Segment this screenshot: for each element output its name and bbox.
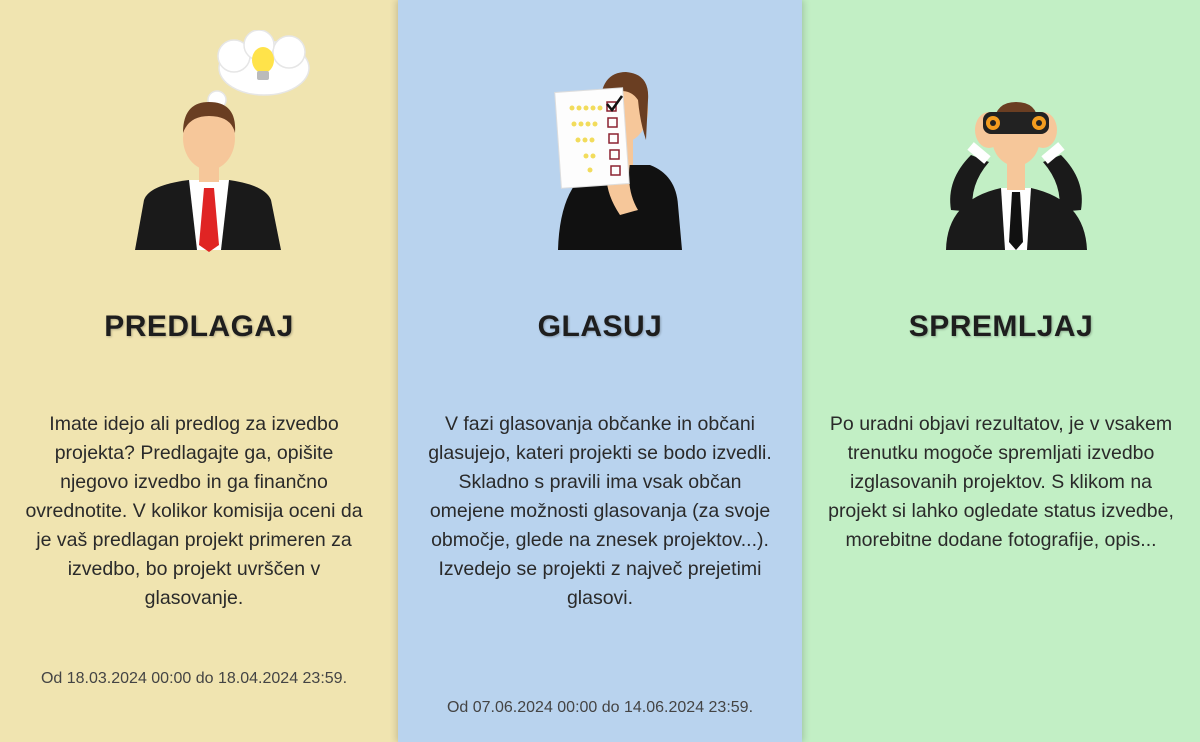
- step-description: V fazi glasovanja občanke in občani glasujejo, kateri projekti se bodo izvedli. Skladno s pravili ima vsak občan omejene možnosti glasovanja (za svoje območje, glede na znesek projektov...). Izvedejo se projekti z največ prejetimi glasovi.: [428, 413, 772, 609]
- step-title: GLASUJ: [537, 310, 663, 343]
- step-dates: Od 07.06.2024 00:00 do 14.06.2024 23:59.: [446, 699, 754, 716]
- step-title: PREDLAGAJ: [104, 310, 294, 343]
- step-vote[interactable]: [398, 0, 802, 742]
- person-binoculars-icon: [802, 30, 1200, 255]
- step-title: SPREMLJAJ: [908, 310, 1094, 343]
- step-dates: Od 18.03.2024 00:00 do 18.04.2024 23:59.: [40, 670, 348, 687]
- step-description: Imate idejo ali predlog za izvedbo projekta? Predlagajte ga, opišite njegovo izvedbo in ga finančno ovrednotite. V kolikor komisija oceni da je vaš predlagan projekt primeren za izvedbo, bo projekt uvrščen v glasovanje.: [25, 413, 363, 609]
- step-follow[interactable]: [802, 0, 1200, 742]
- step-propose[interactable]: [0, 0, 398, 742]
- person-idea-icon: [0, 30, 398, 255]
- step-description: Po uradni objavi rezultatov, je v vsakem trenutku mogoče spremljati izvedbo izglasovanih projektov. S klikom na projekt si lahko ogledate status izvedbe, morebitne dodane fotografije, opis...: [828, 413, 1174, 551]
- person-voting-checklist-icon: [398, 30, 802, 255]
